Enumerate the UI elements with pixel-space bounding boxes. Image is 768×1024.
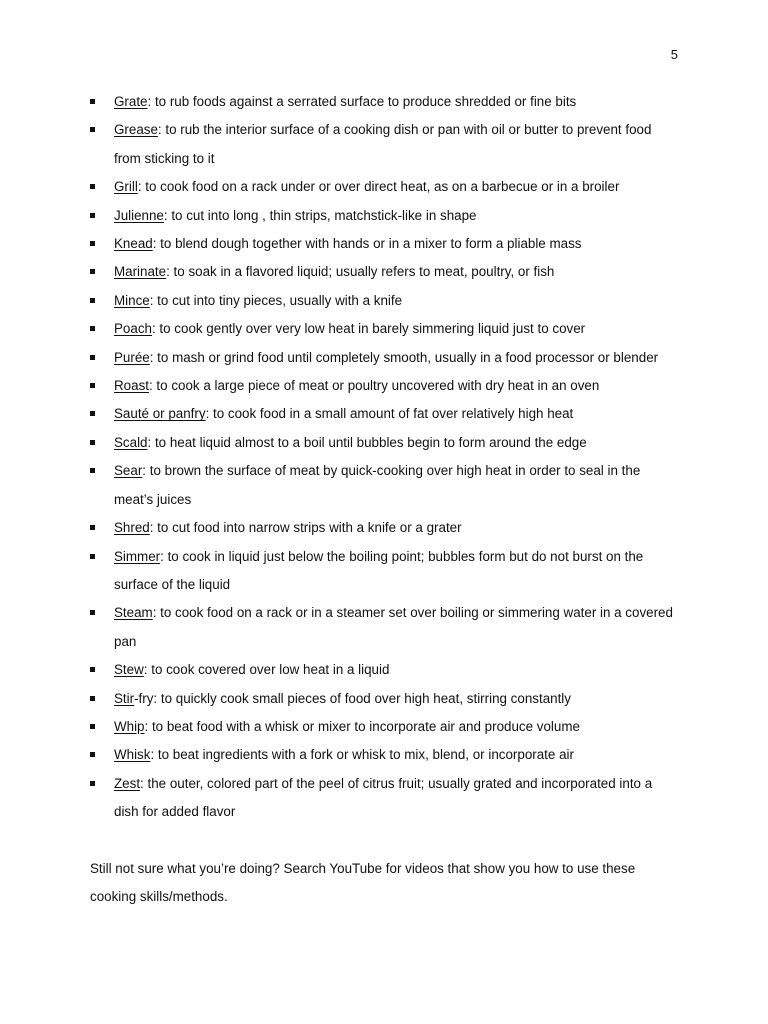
glossary-definition: : to beat food with a whisk or mixer to incorporate air and produce volume	[144, 718, 580, 734]
glossary-term: Grease	[114, 122, 158, 138]
glossary-definition: : to cut into long , thin strips, matchstick-like in shape	[163, 207, 477, 223]
cooking-terms-list	[90, 88, 680, 827]
closing-paragraph: Still not sure what you’re doing? Search YouTube for videos that show you how to use these cooking skills/methods.	[90, 861, 636, 905]
glossary-term: Julienne	[114, 207, 164, 223]
bullet-icon	[90, 554, 95, 559]
bullet-icon	[90, 241, 95, 246]
glossary-definition: : to blend dough together with hands or in a mixer to form a pliable mass	[152, 236, 582, 252]
glossary-term: Marinate	[114, 264, 167, 280]
glossary-definition: : to cook gently over very low heat in barely simmering liquid just to cover	[151, 321, 586, 337]
glossary-term: Mince	[114, 292, 150, 308]
glossary-item	[90, 543, 680, 600]
glossary-definition: : to cook a large piece of meat or poultry uncovered with dry heat in an oven	[148, 378, 600, 394]
bullet-icon	[90, 383, 95, 388]
bullet-icon	[90, 440, 95, 445]
bullet-icon	[90, 269, 95, 274]
glossary-definition: : to cook covered over low heat in a liquid	[143, 662, 390, 678]
glossary-term: Stir	[114, 690, 135, 706]
glossary-term: Grill	[114, 179, 138, 195]
bullet-icon	[90, 696, 95, 701]
glossary-term: Roast	[114, 378, 149, 394]
glossary-definition: : to cook in liquid just below the boiling point; bubbles form but do not burst on the surface of the liquid	[114, 548, 644, 592]
glossary-term: Poach	[114, 321, 152, 337]
glossary-term: Whip	[114, 718, 145, 734]
bullet-icon	[90, 667, 95, 672]
bullet-icon	[90, 525, 95, 530]
glossary-item	[90, 173, 680, 201]
page-number: 5	[670, 47, 678, 62]
glossary-term: Sear	[114, 463, 143, 479]
glossary-item	[90, 88, 680, 116]
glossary-item	[90, 429, 680, 457]
glossary-definition: : to rub the interior surface of a cooking dish or pan with oil or butter to prevent food from sticking to it	[114, 122, 652, 166]
bullet-icon	[90, 184, 95, 189]
glossary-term: Grate	[114, 94, 148, 109]
glossary-item	[90, 116, 680, 173]
glossary-term: Shred	[114, 520, 150, 536]
glossary-term: Sauté or panfry	[114, 406, 206, 422]
bullet-icon	[90, 326, 95, 331]
glossary-definition: : to soak in a flavored liquid; usually refers to meat, poultry, or fish	[166, 264, 555, 280]
bullet-icon	[90, 355, 95, 360]
glossary-definition: : to brown the surface of meat by quick-cooking over high heat in order to seal in the meat’s juices	[114, 463, 641, 507]
glossary-definition: : to rub foods against a serrated surface to produce shredded or fine bits	[147, 94, 577, 109]
glossary-term: Steam	[114, 605, 153, 621]
bullet-icon	[90, 468, 95, 473]
glossary-item	[90, 770, 680, 827]
bullet-icon	[90, 213, 95, 218]
bullet-icon	[90, 781, 95, 786]
glossary-definition: : the outer, colored part of the peel of citrus fruit; usually grated and incorporated into a dish for added flavor	[114, 775, 653, 820]
glossary-definition: : to cut food into narrow strips with a knife or a grater	[149, 520, 462, 536]
glossary-definition: : to cook food on a rack under or over direct heat, as on a barbecue or in a broiler	[137, 179, 620, 195]
glossary-item	[90, 258, 680, 286]
glossary-item	[90, 656, 680, 684]
glossary-definition: -fry: to quickly cook small pieces of food over high heat, stirring constantly	[134, 690, 571, 706]
glossary-item	[90, 202, 680, 230]
glossary-term: Stew	[114, 662, 144, 678]
glossary-term: Purée	[114, 349, 150, 365]
glossary-definition: : to cook food on a rack or in a steamer set over boiling or simmering water in a covered pan	[114, 605, 673, 649]
glossary-item	[90, 457, 680, 514]
glossary-item	[90, 344, 680, 372]
glossary-item	[90, 230, 680, 258]
bullet-icon	[90, 298, 95, 303]
glossary-item	[90, 685, 680, 713]
glossary-item	[90, 741, 680, 769]
glossary-item	[90, 599, 680, 656]
glossary-term: Simmer	[114, 548, 161, 564]
glossary-definition: : to beat ingredients with a fork or whisk to mix, blend, or incorporate air	[150, 747, 574, 763]
bullet-icon	[90, 610, 95, 615]
glossary-definition: : to heat liquid almost to a boil until bubbles begin to form around the edge	[147, 434, 587, 450]
glossary-item	[90, 287, 680, 315]
glossary-term: Zest	[114, 775, 141, 791]
glossary-term: Whisk	[114, 747, 151, 763]
glossary-item	[90, 514, 680, 542]
glossary-item	[90, 713, 680, 741]
bullet-icon	[90, 127, 95, 132]
glossary-definition: : to mash or grind food until completely smooth, usually in a food processor or blender	[149, 349, 659, 365]
bullet-icon	[90, 411, 95, 416]
bullet-icon	[90, 724, 95, 729]
glossary-item	[90, 400, 680, 428]
bullet-icon	[90, 752, 95, 757]
glossary-term: Knead	[114, 236, 153, 252]
glossary-term: Scald	[114, 434, 148, 450]
glossary-definition: : to cut into tiny pieces, usually with a knife	[149, 292, 403, 308]
glossary-item	[90, 372, 680, 400]
bullet-icon	[90, 99, 95, 104]
glossary-definition: : to cook food in a small amount of fat over relatively high heat	[205, 406, 574, 422]
glossary-item	[90, 315, 680, 343]
